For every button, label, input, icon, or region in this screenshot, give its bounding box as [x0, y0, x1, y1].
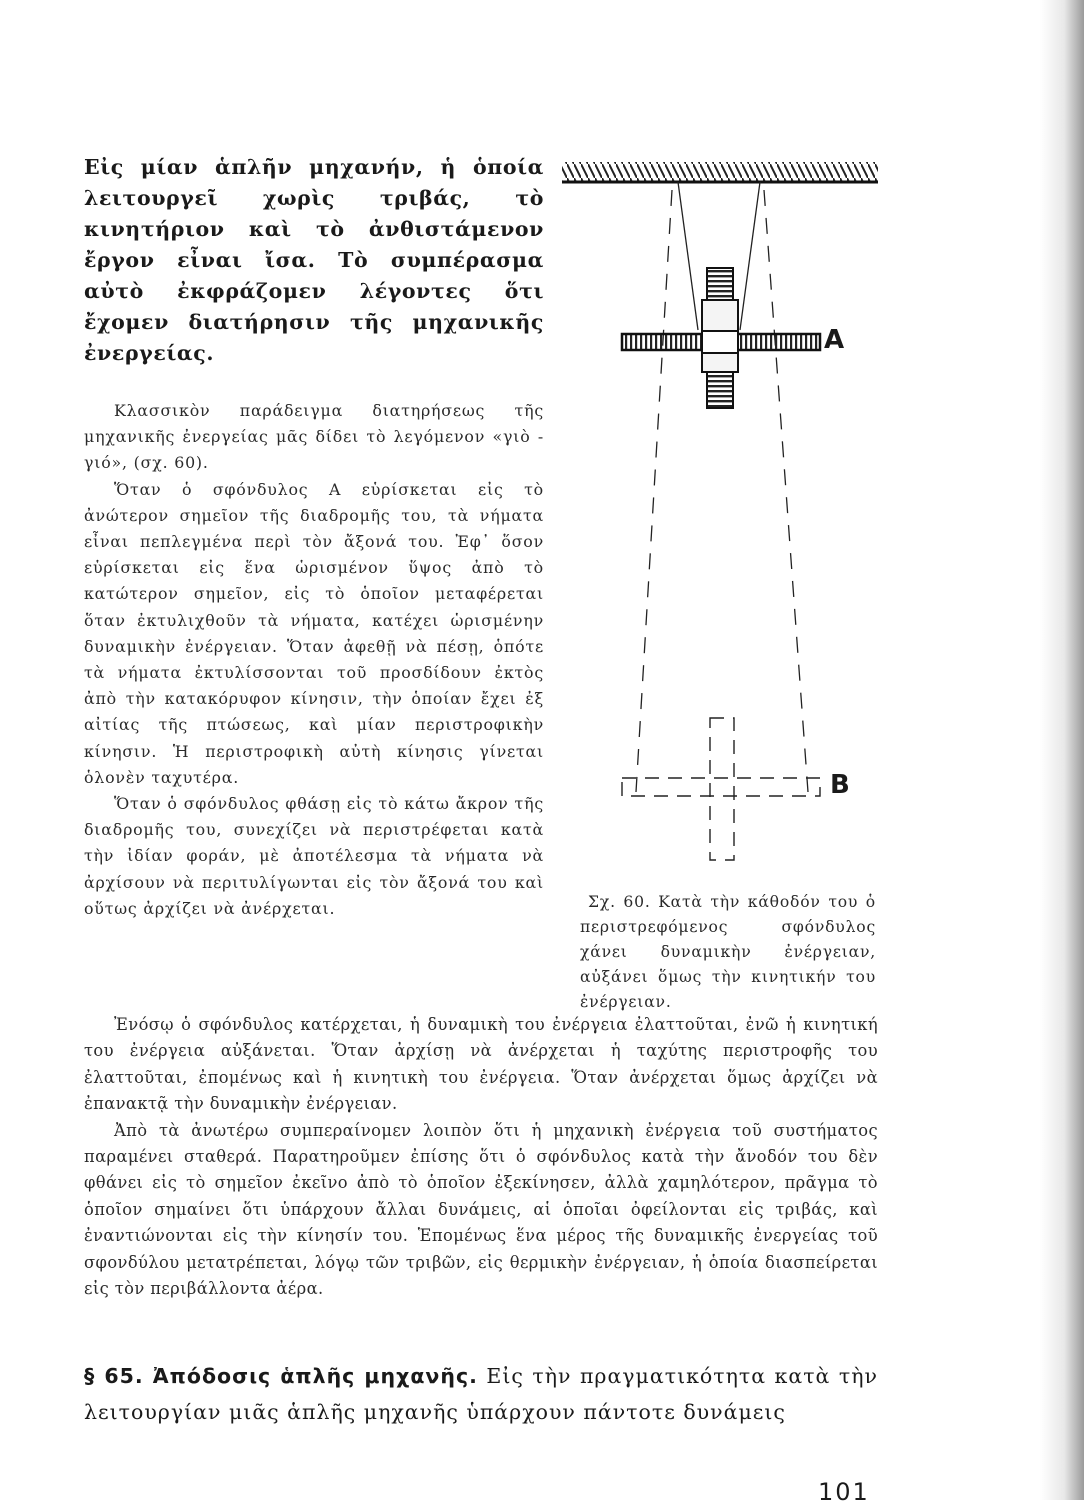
ceiling-hatch: [562, 162, 878, 182]
full-width-text: [84, 1012, 878, 1302]
column-paragraph-3: Ὅταν ὁ σφόνδυλος φθάσῃ εἰς τὸ κάτω ἄκρον τῆς διαδρομῆς του, συνεχίζει νὰ περιστρέφεται κατὰ τὴν ἰδίαν φοράν, μὲ ἀποτέλεσμα τὰ νήματα νὰ ἀρχίσουν νὰ περιτυλίγωνται εἰς τὸν ἄξονά του καὶ οὕτως ἀρχίζει νὰ ἀνέρχεται.: [84, 794, 544, 918]
column-paragraph-1: Κλασσικὸν παράδειγμα διατηρήσεως τῆς μηχανικῆς ἐνεργείας μᾶς δίδει τὸ λεγόμενον «γιὸ - γιό», (σχ. 60).: [84, 401, 544, 473]
page-edge-shadow: [1040, 0, 1084, 1500]
column-text: [84, 398, 544, 922]
column-paragraph-2: Ὅταν ὁ σφόνδυλος Α εὑρίσκεται εἰς τὸ ἀνώτερον σημεῖον τῆς διαδρομῆς του, τὰ νήματα εἶναι πεπλεγμένα περὶ τὸν ἄξονά του. Ἐφ᾽ ὅσον εὑρίσκεται εἰς ἕνα ὡρισμένον ὕψος ἀπὸ τὸ κατώτερον σημεῖον, εἰς τὸ ὁποῖον μεταφέρεται ὅταν ἐκτυλιχθοῦν τὰ νήματα, κατέχει ὡρισμένην δυναμικὴν ἐνέργειαν. Ὅταν ἀφεθῇ νὰ πέσῃ, ὁπότε τὰ νήματα ἐκτυλίσσονται τοῦ προσδίδουν ἐκτὸς ἀπὸ τὴν κατακόρυφον κίνησιν, τὴν ὁποίαν ἔχει ἐξ αἰτίας τῆς πτώσεως, καὶ μίαν περιστροφικὴν κίνησιν. Ἡ περιστροφικὴ αὐτὴ κίνησις γίνεται ὁλονὲν ταχυτέρα.: [84, 479, 544, 787]
section-text: Εἰς τὴν πραγματικότητα κατὰ τὴν λειτουργίαν μιᾶς ἁπλῆς μηχανῆς ὑπάρχουν πάντοτε δυνάμεις: [84, 1364, 878, 1424]
string-lower-right: [764, 190, 808, 792]
page-number: 101: [818, 1478, 870, 1506]
section-heading: § 65. Ἀπόδοσις ἁπλῆς μηχανῆς.: [84, 1364, 478, 1388]
figure-label-b: B: [830, 770, 850, 800]
full-paragraph-2: Ἀπὸ τὰ ἀνωτέρω συμπεραίνομεν λοιπὸν ὅτι ἡ μηχανικὴ ἐνέργεια τοῦ συστήματος παραμένει σταθερά. Παρατηροῦμεν ἐπίσης ὅτι ὁ σφόνδυλος κατὰ τὴν ἄνοδόν του δὲν φθάνει εἰς τὸ σημεῖον ἐκεῖνο ἀπὸ τὸ ὁποῖον ἐξεκίνησεν, ἀλλὰ χαμηλότερον, πρᾶγμα τὸ ὁποῖον σημαίνει ὅτι ὑπάρχουν ἄλλαι δυνάμεις, αἱ ὁποῖαι ὀφείλονται εἰς τριβάς, καὶ ἐναντιώνονται εἰς τὴν κίνησίν του. Ἑπομένως ἕνα μέρος τῆς δυναμικῆς ἐνεργείας τοῦ σφονδύλου μετατρέπεται, λόγῳ τῶν τριβῶν, εἰς θερμικὴν ἐνέργειαν, ἡ ὁποία διασπείρεται εἰς τὸν περιβάλλοντα ἀέρα.: [84, 1120, 878, 1299]
yo-yo-upper: [622, 268, 820, 408]
string-upper-left: [678, 182, 698, 330]
figure-caption: Σχ. 60. Κατὰ τὴν κάθοδόν του ὁ περιστρεφόμενος σφόνδυλος χάνει δυναμικὴν ἐνέργειαν, αὐξάνει ὅμως τὴν κινητικήν του ἐνέργειαν.: [580, 893, 876, 1011]
string-lower-left: [636, 190, 672, 792]
section-65: [84, 1358, 878, 1430]
figure-label-a: A: [824, 325, 845, 355]
yo-yo-lower: [622, 718, 820, 860]
full-paragraph-1: Ἐνόσῳ ὁ σφόνδυλος κατέρχεται, ἡ δυναμικὴ του ἐνέργεια ἐλαττοῦται, ἐνῶ ἡ κινητική του ἐνέργεια αὐξάνεται. Ὅταν ἀρχίσῃ νὰ ἀνέρχεται ἡ ταχύτης περιστροφῆς του ἐλαττοῦται, ἐπομένως καὶ ἡ κινητικὴ του ἐνέργεια. Ὅταν ἀνέρχεται ὅμως ἀρχίζει νὰ ἐπανακτᾷ τὴν δυναμικὴν ἐνέργειαν.: [84, 1015, 878, 1114]
bold-paragraph: Εἰς μίαν ἁπλῆν μηχανήν, ἡ ὁποία λειτουργεῖ χωρὶς τριβάς, τὸ κινητήριον καὶ τὸ ἀνθιστάμενον ἔργον εἶναι ἴσα. Τὸ συμπέρασμα αὐτὸ ἐκφράζομεν λέγοντες ὅτι ἔχομεν διατήρησιν τῆς μηχανικῆς ἐνεργείας.: [84, 155, 544, 365]
string-upper-right: [740, 182, 760, 330]
